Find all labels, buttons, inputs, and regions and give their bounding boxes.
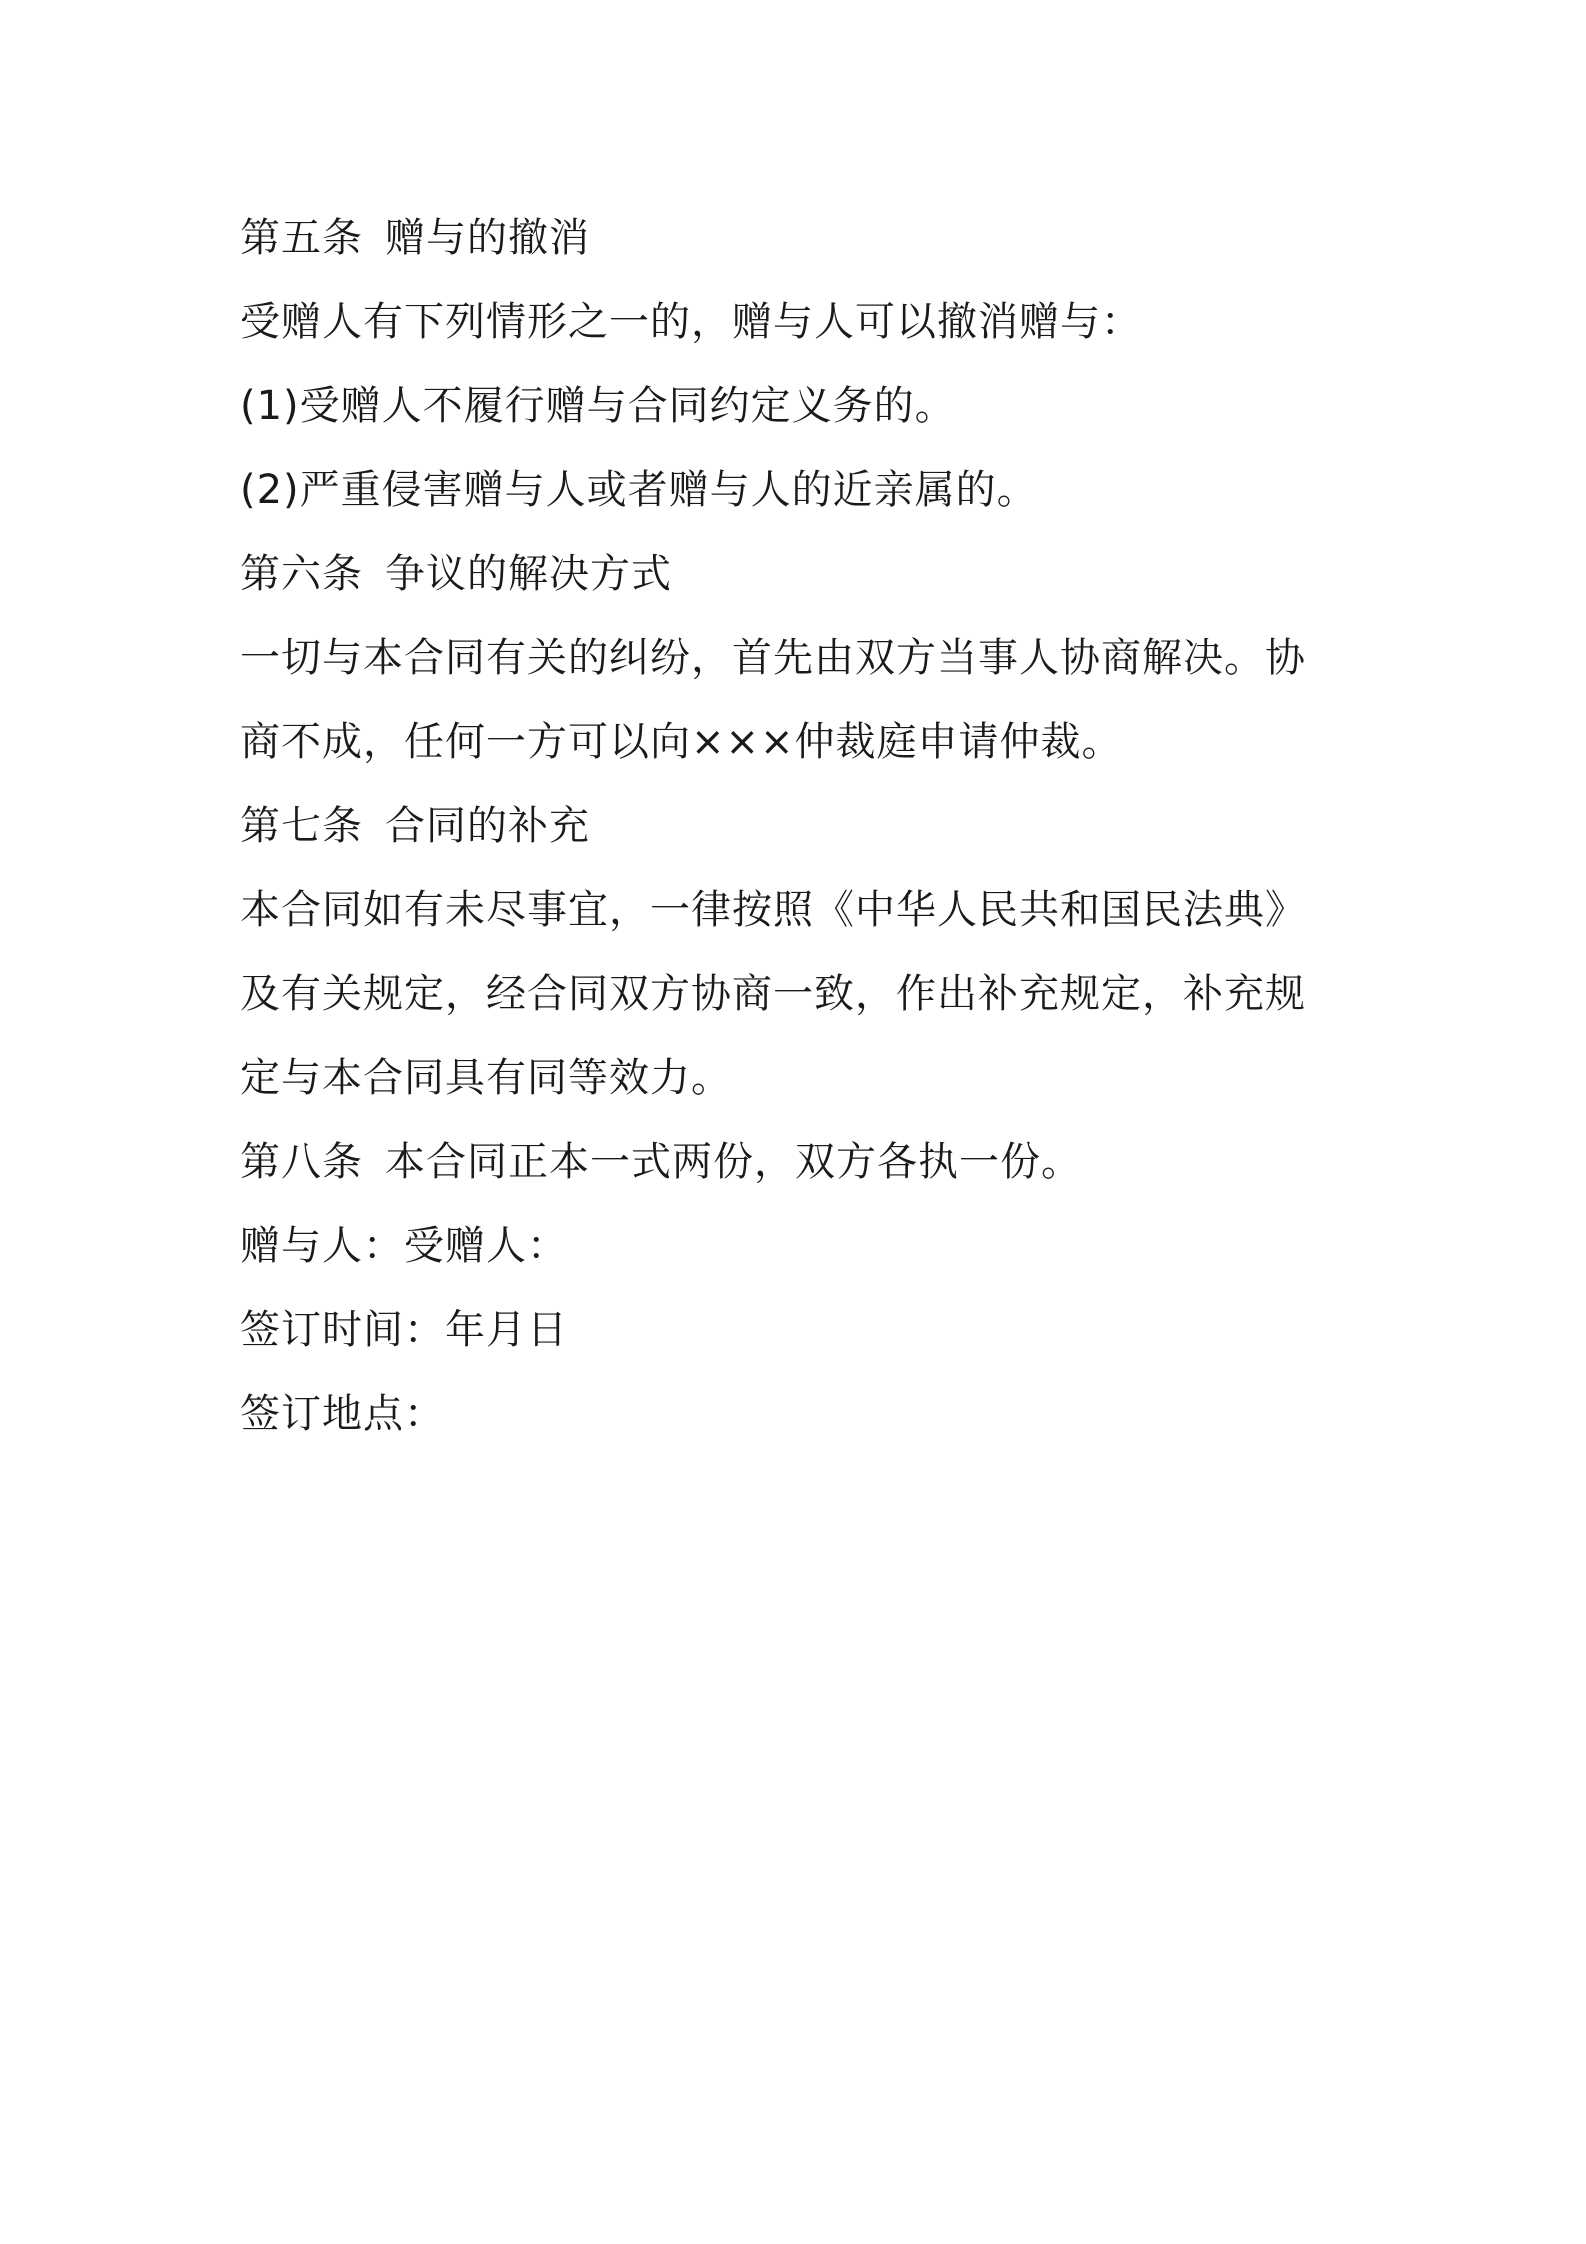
paragraph-line: 本合同如有未尽事宜，一律按照《中华人民共和国民法典》 [240, 887, 1306, 933]
article-6-heading [240, 532, 1360, 616]
paragraph-line: 商不成，任何一方可以向×××仲裁庭申请仲裁。 [240, 719, 1123, 765]
paragraph-line: (1)受赠人不履行赠与合同约定义务的。 [240, 383, 956, 429]
paragraph-line: 受赠人有下列情形之一的，赠与人可以撤消赠与： [240, 299, 1142, 345]
article-title: 争议的解决方式 [385, 551, 672, 597]
paragraph-line: 及有关规定，经合同双方协商一致，作出补充规定，补充规 [240, 971, 1306, 1017]
article-8-heading [240, 1120, 1360, 1204]
signing-place-line: 签订地点： [240, 1391, 445, 1437]
article-title: 本合同正本一式两份，双方各执一份。 [385, 1139, 1082, 1185]
article-7-heading [240, 784, 1360, 868]
paragraph-line: 定与本合同具有同等效力。 [240, 1055, 732, 1101]
article-number: 第七条 [240, 803, 363, 849]
article-5-heading [240, 196, 1360, 280]
paragraph-line: 一切与本合同有关的纠纷，首先由双方当事人协商解决。协 [240, 635, 1306, 681]
article-number: 第五条 [240, 215, 363, 261]
article-number: 第六条 [240, 551, 363, 597]
article-title: 赠与的撤消 [385, 215, 590, 261]
article-number: 第八条 [240, 1139, 363, 1185]
paragraph-line: (2)严重侵害赠与人或者赠与人的近亲属的。 [240, 467, 1038, 513]
signature-parties-line: 赠与人：受赠人： [240, 1223, 568, 1269]
article-title: 合同的补充 [385, 803, 590, 849]
document-page [240, 196, 1360, 1456]
signing-date-line: 签订时间：年月日 [240, 1307, 568, 1353]
